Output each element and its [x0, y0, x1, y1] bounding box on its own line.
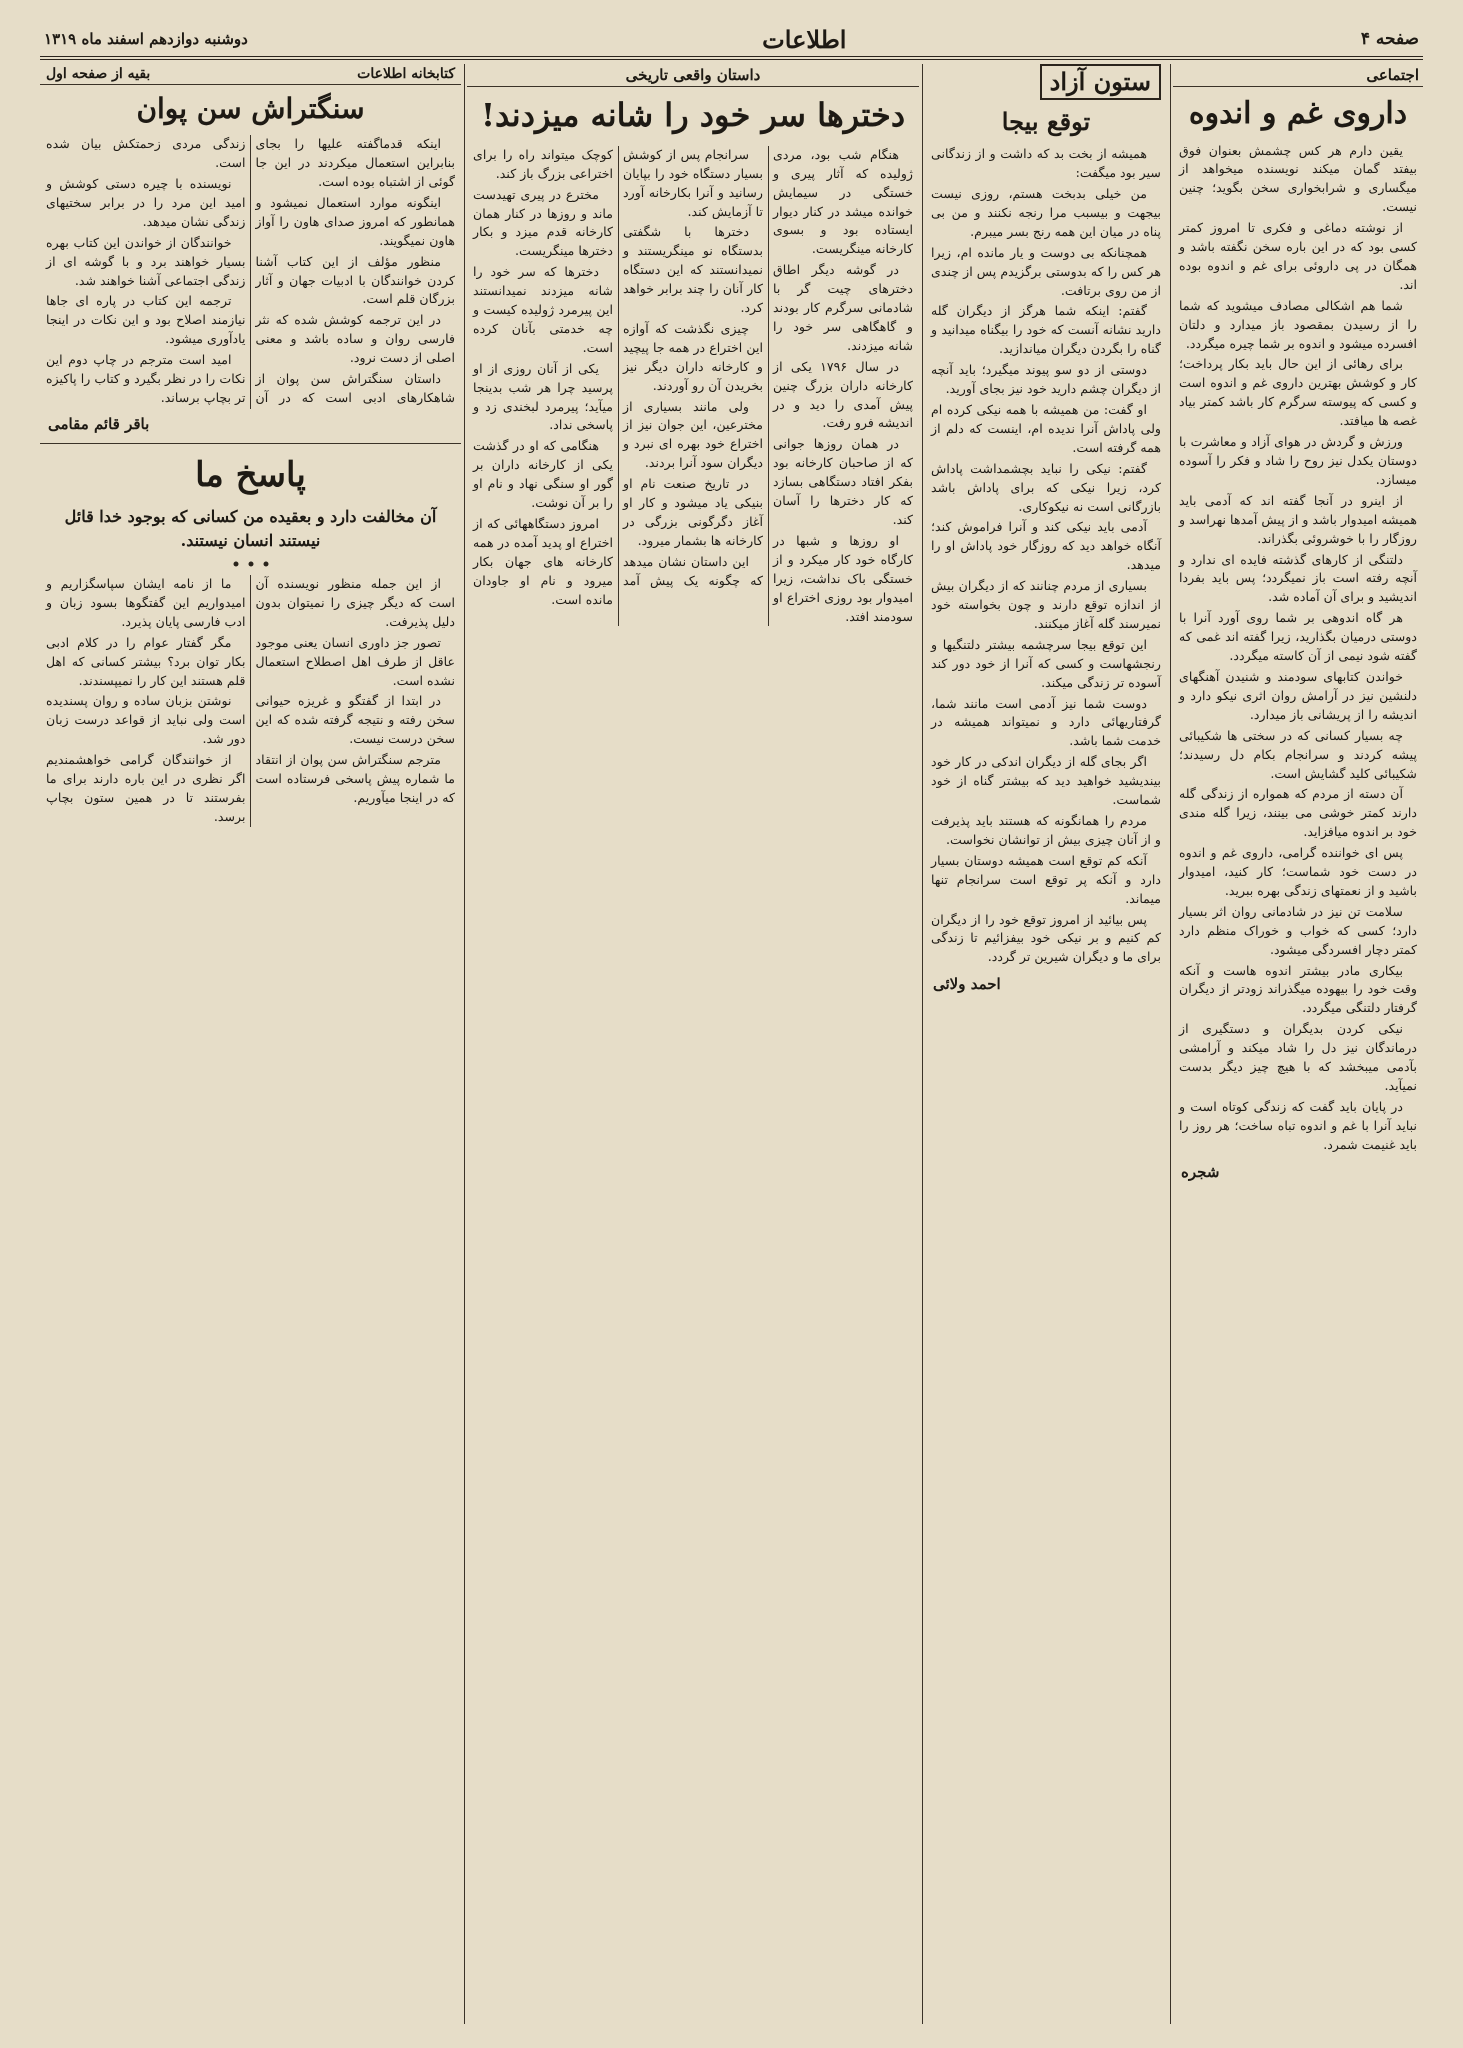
article-body: [40, 133, 461, 411]
byline: باقر قائم مقامی: [48, 414, 150, 433]
paragraph: آنکه کم توقع است همیشه دوستان بسیار دارد و آنکه پر توقع است سرانجام تنها میماند.: [931, 852, 1161, 906]
paragraph: گفتم: اینکه شما هرگز از دیگران گله دارید نشانه آنست که خود را بیگناه میدانید و گناه را بگردن دیگران میاندازید.: [931, 303, 1161, 357]
paragraph: تصور جز داوری انسان یعنی موجود عاقل از طرف اهل اصطلاح استعمال نشده است.: [255, 634, 455, 688]
paragraph: برای رهائی از این حال باید بکار پرداخت؛ کار و کوشش بهترین داروی غم و اندوه است و کسی که پیوسته سرگرم کار باشد کمتر بیاد غصه ها میافتد.: [1179, 356, 1417, 429]
paragraph: همیشه از بخت بد که داشت و از زندگانی سیر بود میگفت:: [931, 146, 1161, 181]
column-rule: [464, 64, 465, 2024]
paragraph: گفتم: نیکی را نباید بچشمداشت پاداش کرد، زیرا نیکی که برای پاداش باشد بازرگانی است نه نیکوکاری.: [931, 460, 1161, 514]
paragraph: بیکاری مادر بیشتر اندوه هاست و آنکه وقت خود را بیهوده میگذراند زودتر از دیگران گرفتار دلتنگی میگردد.: [1179, 962, 1417, 1016]
paragraph: در تاریخ صنعت نام او بنیکی یاد میشود و کار او آغاز دگرگونی بزرگی در کارخانه ها بشمار میرود.: [623, 476, 763, 548]
paragraph: اینگونه موارد استعمال نمیشود و همانطور که امروز صدای هاون را آواز هاون نمیگویند.: [255, 194, 455, 248]
article-body: [467, 144, 919, 629]
continued-note: بقیه از صفحه اول: [46, 66, 151, 82]
paragraph: در پایان باید گفت که زندگی کوتاه است و نباید آنرا با غم و اندوه تباه ساخت؛ هر روز را باید غنیمت شمرد.: [1179, 1098, 1417, 1152]
columns: [40, 64, 1423, 2024]
newspaper-name: اطلاعات: [762, 24, 847, 54]
paragraph: از خوانندگان گرامی خواهشمندیم اگر نظری در این باره دارند برای ما بفرستند تا در همین ستون بچاپ برسد.: [46, 752, 246, 824]
section-label: اجتماعی: [1173, 64, 1423, 87]
paragraph: مخترع در پیری تهیدست ماند و روزها در کنار همان کارخانه قدم میزد و بکار دخترها مینگریست.: [473, 186, 613, 259]
article-title: سنگتراش سن پوان: [136, 92, 365, 125]
byline: احمد ولائی: [933, 975, 1001, 994]
paragraph: پس بیائید از امروز توقع خود را از دیگران کم کنیم و بر نیکی خود بیفزائیم تا زندگی برای ما و دیگران شیرین تر گردد.: [931, 911, 1161, 965]
ornament-icon: [221, 559, 281, 569]
paragraph: چیزی نگذشت که آوازه این اختراع در همه جا پیچید و کارخانه داران دیگر نیز بخریدن آن رو آوردند.: [623, 320, 763, 393]
paragraph: از اینرو در آنجا گفته اند که آدمی باید همیشه امیدوار باشد و از پیش آمدها نهراسد و روزگار را با خوشروئی بگذراند.: [1179, 492, 1417, 546]
paragraph: در سال ۱۷۹۶ یکی از کارخانه داران بزرگ چنین پیش آمدی را دید و در اندیشه فرو رفت.: [773, 358, 913, 431]
article-title: توقع بیجا: [1001, 106, 1091, 136]
paragraph: آدمی باید نیکی کند و آنرا فراموش کند؛ آنگاه خواهد دید که روزگار خود پاداش او را میدهد.: [931, 519, 1161, 573]
paragraph: ترجمه این کتاب در پاره ای جاها نیازمند اصلاح بود و این نکات در اینجا یادآوری میشود.: [46, 293, 246, 347]
paragraph: ما از نامه ایشان سپاسگزاریم و امیدواریم این گفتگوها بسود زبان و ادب فارسی پایان پذیرد.: [46, 575, 246, 629]
paragraph: از نوشته دماغی و فکری تا امروز کمتر کسی بود که در این باره سخن نگفته باشد و همگان در پی داروئی برای غم و اندوه بوده اند.: [1179, 220, 1417, 292]
paragraph: شما هم اشکالی مصادف میشوید که شما را از رسیدن بمقصود باز میدارد و دلتان افسرده میشود و اندوه بر شما چیره میگردد.: [1179, 297, 1417, 351]
paragraph: در ابتدا از گفتگو و غریزه حیوانی سخن رفته و نتیجه گرفته شده که این سخن درست نیست.: [255, 693, 455, 747]
paragraph: این داستان نشان میدهد که چگونه یک پیش آمد کوچک میتواند راه را برای اختراعی بزرگ باز کند.: [473, 146, 763, 588]
paragraph: مترجم سنگتراش سن پوان از انتقاد ما شماره پیش پاسخی فرستاده است که در اینجا میآوریم.: [255, 752, 455, 805]
paragraph: داستان سنگتراش سن پوان از شاهکارهای ادبی است که در آن زندگی مردی زحمتکش بیان شده است.: [46, 136, 455, 405]
section-label: کتابخانه اطلاعات: [357, 66, 455, 82]
paragraph: در گوشه دیگر اطاق دخترهای چیت گر با شادمانی سرگرم کار بودند و گاهگاهی سر خود را شانه میزدند.: [773, 262, 913, 353]
paragraph: همچنانکه بی دوست و یار مانده ام، زیرا هر کس را که بدوستی برگزیدم پس از چندی از من روی برتافت.: [931, 244, 1161, 298]
paragraph: آن دسته از مردم که همواره از زندگی گله دارند کمتر خوشی می بینند، زیرا گله مندی خود بر اندوه میافزاید.: [1179, 786, 1417, 840]
paragraph: دخترها که سر خود را شانه میزدند نمیدانستند این پیرمرد ژولیده کیست و چه خدمتی بآنان کرده است.: [473, 264, 613, 355]
paragraph: هنگام شب بود، مردی ژولیده که آثار پیری و خستگی در سیمایش خوانده میشد در کنار دیوار ایستاده بود و بسوی کارخانه مینگریست.: [773, 146, 913, 257]
paragraph: سرانجام پس از کوشش بسیار دستگاه خود را بپایان رسانید و آنرا بکارخانه آورد تا آزمایش کند.: [623, 146, 763, 219]
paragraph: از این جمله منظور نویسنده آن است که دیگر چیزی را نمیتوان بدون دلیل پذیرفت.: [255, 575, 455, 629]
paragraph: اگر بجای گله از دیگران اندکی در کار خود بیندیشید خواهید دید که بیشتر گناه از خود شماست.: [931, 754, 1161, 808]
paragraph: در همان روزها جوانی که از صاحبان کارخانه بود بفکر افتاد دستگاهی بسازد که کار دخترها را آسان کند.: [773, 436, 913, 528]
article-body: [925, 143, 1167, 971]
paragraph: بسیاری از مردم چنانند که از دیگران بیش از اندازه توقع دارند و چون بخواسته خود نمیرسند گله آغاز میکنند.: [931, 578, 1161, 631]
paragraph: هنگامی که او در گذشت یکی از کارخانه داران بر گور او سنگی نهاد و نام او را بر آن نوشت.: [473, 438, 613, 511]
paragraph: ورزش و گردش در هوای آزاد و معاشرت با دوستان یکدل نیز روح را شاد و فکر را آسوده میسازد.: [1179, 434, 1417, 487]
paragraph: چه بسیار کسانی که در سختی ها شکیبائی پیشه کردند و سرانجام بکام دل رسیدند؛ شکیبائی کلید گشایش است.: [1179, 727, 1417, 781]
paragraph: اینکه قدماگفته علیها را بجای بنابراین استعمال میکردند در این جا گوئی از اشتباه بوده است.: [255, 136, 455, 189]
page-number: صفحه ۴: [1360, 29, 1419, 49]
reply-body: [40, 573, 461, 829]
column-social: [1173, 64, 1423, 2024]
paragraph: ولی مانند بسیاری از مخترعین، این جوان نیز از اختراع خود بهره ای نبرد و دیگران سود آنرا بردند.: [623, 398, 763, 471]
paragraph: پس ای خواننده گرامی، داروی غم و اندوه در دست خود شماست؛ کار کنید، امیدوار باشید و از نعمتهای زندگی بهره ببرید.: [1179, 845, 1417, 898]
paragraph: این توقع بیجا سرچشمه بیشتر دلتنگیها و رنجشهاست و کسی که آنرا از خود دور کند آسوده تر زندگی میکند.: [931, 636, 1161, 690]
paragraph: هر گاه اندوهی بر شما روی آورد آنرا با دوستی درمیان بگذارید، زیرا گفته اند غمی که گفته شود نیمی از آن کاسته میگردد.: [1179, 610, 1417, 664]
column-free-page: [925, 64, 1167, 2024]
paragraph: مردم را همانگونه که هستند باید پذیرفت و از آنان چیزی بیش از توانشان نخواست.: [931, 813, 1161, 847]
paragraph: امید است مترجم در چاپ دوم این نکات را در نظر بگیرد و کتاب را پاکیزه تر بچاپ برساند.: [46, 352, 246, 405]
reply-title: پاسخ ما: [195, 454, 306, 495]
paragraph: خواندن کتابهای سودمند و شنیدن آهنگهای دلنشین نیز در آرامش روان اثری نیکو دارد و اندیشه را از پریشانی باز میدارد.: [1179, 668, 1417, 722]
paragraph: سلامت تن نیز در شادمانی روان اثر بسیار دارد؛ کسی که خواب و خوراک منظم دارد کمتر دچار افسردگی میشود.: [1179, 903, 1417, 957]
paragraph: منظور مؤلف از این کتاب آشنا کردن خوانندگان با ادبیات جهان و آثار بزرگان قلم است.: [255, 253, 455, 307]
paragraph: دلتنگی از کارهای گذشته فایده ای ندارد و آنچه رفته است باز نمیگردد؛ پس باید بفردا اندیشید و برای آن آماده شد.: [1179, 551, 1417, 605]
paragraph: من خیلی بدبخت هستم، روزی نیست بیجهت و بیسبب مرا رنجه نکنند و من بی پناه در میان این همه رنج بسر میبرم.: [931, 186, 1161, 239]
issue-date: دوشنبه دوازدهم اسفند ماه ۱۳۱۹: [44, 30, 248, 48]
article-title: داروی غم و اندوه: [1188, 96, 1408, 131]
paragraph: مگر گفتار عوام را در کلام ادبی بکار توان برد؟ بیشتر کسانی که اهل قلم هستند این کار را نمیپسندند.: [46, 634, 246, 688]
paragraph: دخترها با شگفتی بدستگاه نو مینگریستند و نمیدانستند که این دستگاه کار آنان را چند برابر خواهد کرد.: [623, 224, 763, 316]
column-header: [40, 64, 461, 85]
divider: [40, 443, 461, 444]
column-rule: [922, 64, 923, 2024]
paragraph: دوستی از دو سو پیوند میگیرد؛ باید آنچه از دیگران چشم دارید خود نیز بجای آورید.: [931, 362, 1161, 397]
paragraph: یقین دارم هر کس چشمش بعنوان فوق بیفتد گمان میکند نویسنده میخواهد از میگساری و شرابخواری سخن بگوید؛ چنین نیست.: [1179, 142, 1417, 215]
article-title: دخترها سر خود را شانه میزدند!: [480, 96, 906, 134]
section-label: داستان واقعی تاریخی: [467, 64, 919, 87]
reply-intro: آن مخالفت دارد و بعقیده من کسانی که بوجود خدا قائل نیستند انسان نیستند.: [64, 506, 437, 550]
paragraph: نویسنده با چیره دستی کوشش و امید این مرد را در برابر سختیهای زندگی نشان میدهد.: [46, 176, 246, 229]
masthead: [40, 22, 1423, 60]
section-label: ستون آزاد: [1040, 64, 1161, 100]
column-library: [40, 64, 461, 2024]
paragraph: امروز دستگاههائی که از اختراع او پدید آمده در همه کارخانه های جهان بکار میرود و نام او جاودان مانده است.: [473, 516, 613, 607]
column-header: [925, 64, 1167, 104]
paragraph: در این ترجمه کوشش شده که نثر فارسی روان و ساده باشد و معنی اصلی از دست نرود.: [255, 312, 455, 366]
paragraph: یکی از آنان روزی از او پرسید چرا هر شب بدینجا میآید؛ پیرمرد لبخندی زد و پاسخی نداد.: [473, 360, 613, 433]
paragraph: نوشتن بزبان ساده و روان پسندیده است ولی نباید از قواعد درست زبان دور شد.: [46, 693, 246, 747]
column-story: [467, 64, 919, 2024]
byline: شجره: [1181, 1162, 1220, 1181]
column-rule: [1170, 64, 1171, 2024]
paragraph: او گفت: من همیشه با همه نیکی کرده ام ولی پاداش آنرا ندیده ام، اینست که دلم از همه گرفته است.: [931, 401, 1161, 455]
divider-ornament: [40, 555, 461, 573]
paragraph: او روزها و شبها در کارگاه خود کار میکرد و از خستگی باک نداشت، زیرا امیدوار بود روزی اختراع او سودمند افتد.: [773, 532, 913, 624]
article-body: [1173, 140, 1423, 1159]
paragraph: خوانندگان از خواندن این کتاب بهره بسیار خواهند برد و با گوشه ای از زندگی اجتماعی آشنا خواهند شد.: [46, 234, 246, 288]
paragraph: دوست شما نیز آدمی است مانند شما، گرفتاریهائی دارد و نمیتواند همیشه در خدمت شما باشد.: [931, 695, 1161, 749]
paragraph: نیکی کردن بدیگران و دستگیری از درماندگان نیز دل را شاد میکند و آرامشی بآدمی میبخشد که با هیچ چیز دیگر بدست نمیآید.: [1179, 1021, 1417, 1093]
